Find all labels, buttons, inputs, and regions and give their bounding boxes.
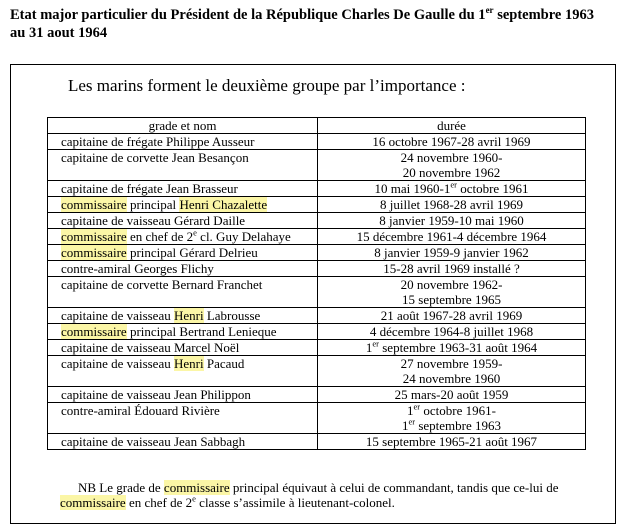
cell-grade-nom [48, 324, 318, 340]
heading-line1-text: Etat major particulier du Président de la République Charles De Gaulle du 1 [10, 7, 486, 23]
highlighted-word: Henri [173, 356, 204, 371]
cell-grade-nom [48, 387, 318, 403]
cell-grade-nom [48, 403, 318, 434]
date-text: 1 [365, 340, 373, 355]
table-row [48, 403, 586, 434]
cell-grade-nom [48, 245, 318, 261]
table-header-row [48, 118, 586, 134]
nb-text: classe s’assimile à lieutenant-colonel. [195, 495, 395, 510]
date-text: 15 décembre 1961-4 décembre 1964 [356, 229, 547, 244]
heading-line1-end: septembre 1963 [493, 7, 594, 23]
column-header-duree: durée [318, 118, 586, 134]
date-text: 21 août 1967-28 avril 1969 [380, 308, 523, 323]
cell-grade-nom [48, 356, 318, 387]
cell-grade-nom [48, 261, 318, 277]
cell-grade-nom [48, 134, 318, 150]
highlighted-word: commissaire [60, 495, 126, 510]
cell-duree [318, 277, 586, 308]
cell-duree [318, 181, 586, 197]
date-text: septembre 1963 [415, 418, 502, 433]
name-text: capitaine de frégate Philippe Ausseur [61, 134, 255, 149]
date-text: 15-28 avril 1969 installé ? [383, 261, 520, 276]
cell-duree [318, 340, 586, 356]
table-row [48, 197, 586, 213]
cell-duree [318, 197, 586, 213]
highlighted-word: commissaire [61, 324, 127, 339]
cell-duree [318, 434, 586, 450]
highlighted-word: commissaire [61, 197, 127, 212]
name-text: capitaine de corvette Jean Besançon [61, 150, 249, 165]
highlighted-word: commissaire [61, 245, 127, 260]
name-text: principal Bertrand Lenieque [126, 324, 277, 339]
date-superscript: er [413, 401, 421, 412]
table-row [48, 245, 586, 261]
date-text: 25 mars-20 août 1959 [394, 387, 509, 402]
date-text: 1 [401, 418, 409, 433]
cell-grade-nom [48, 340, 318, 356]
table-row [48, 277, 586, 308]
cell-grade-nom [48, 197, 318, 213]
nb-text: NB Le grade de [78, 480, 164, 495]
date-superscript: er [408, 416, 416, 427]
date-text: 20 novembre 1962- [400, 277, 503, 292]
date-text: 4 décembre 1964-8 juillet 1968 [369, 324, 534, 339]
cell-duree [318, 387, 586, 403]
name-text: capitaine de corvette Bernard Franchet [61, 277, 263, 292]
name-text: en chef de 2 [126, 229, 194, 244]
table-row [48, 150, 586, 181]
date-text: 24 novembre 1960 [402, 371, 501, 386]
name-text: capitaine de frégate Jean Brasseur [61, 181, 238, 196]
heading-superscript: er [485, 5, 494, 16]
name-text: capitaine de vaisseau Gérard Daille [61, 213, 246, 228]
name-text: capitaine de vaisseau Marcel Noël [61, 340, 240, 355]
date-text: 24 novembre 1960- [400, 150, 503, 165]
cell-grade-nom [48, 308, 318, 324]
table-row [48, 134, 586, 150]
cell-grade-nom [48, 181, 318, 197]
cell-duree [318, 356, 586, 387]
date-text: octobre 1961 [456, 181, 529, 196]
name-text: cl. Guy Delahaye [196, 229, 291, 244]
name-text: principal Gérard Delrieu [126, 245, 258, 260]
document-heading [10, 6, 620, 42]
cell-duree [318, 403, 586, 434]
date-superscript: er [450, 179, 457, 190]
highlighted-word: Chazalette [212, 197, 268, 212]
nb-text: en chef de 2 [125, 495, 193, 510]
name-text: Pacaud [203, 356, 245, 371]
name-text: capitaine de vaisseau [61, 356, 174, 371]
column-header-grade: grade et nom [48, 118, 318, 134]
table-row [48, 308, 586, 324]
date-text: 8 janvier 1959-9 janvier 1962 [374, 245, 529, 260]
cell-duree [318, 150, 586, 181]
cell-duree [318, 324, 586, 340]
highlighted-word: Henri [173, 308, 204, 323]
table-row [48, 213, 586, 229]
date-superscript: er [372, 338, 379, 349]
cell-duree [318, 134, 586, 150]
cell-duree [318, 245, 586, 261]
date-text: octobre 1961- [420, 403, 496, 418]
table-row [48, 261, 586, 277]
name-text: capitaine de vaisseau Jean Philippon [61, 387, 251, 402]
table-row [48, 229, 586, 245]
date-text: 10 mai 1960-1 [374, 181, 451, 196]
cell-grade-nom [48, 434, 318, 450]
name-superscript: e [193, 227, 197, 238]
date-text: 8 juillet 1968-28 avril 1969 [380, 197, 523, 212]
table-row [48, 434, 586, 450]
cell-duree [318, 308, 586, 324]
cell-grade-nom [48, 150, 318, 181]
cell-duree [318, 229, 586, 245]
date-text: 15 septembre 1965-21 août 1967 [365, 434, 538, 449]
nota-bene [60, 480, 580, 510]
sailors-table [47, 117, 586, 450]
table-row [48, 324, 586, 340]
date-text: 15 septembre 1965 [402, 292, 501, 307]
date-text: 16 octobre 1967-28 avril 1969 [372, 134, 531, 149]
table-row [48, 387, 586, 403]
name-text: Labrousse [203, 308, 261, 323]
date-text: 1 [407, 403, 414, 418]
nb-superscript: e [192, 493, 196, 504]
highlighted-word: commissaire [61, 229, 127, 244]
date-text: septembre 1963-31 août 1964 [378, 340, 538, 355]
name-text: contre-amiral Georges Flichy [61, 261, 214, 276]
table-row [48, 356, 586, 387]
cell-duree [318, 261, 586, 277]
cell-grade-nom [48, 229, 318, 245]
cell-grade-nom [48, 277, 318, 308]
cell-grade-nom [48, 213, 318, 229]
highlighted-word: Henri [179, 197, 210, 212]
intro-sentence: Les marins forment le deuxième groupe par l’importance : [68, 76, 466, 95]
name-text: principal [126, 197, 180, 212]
date-text: 8 janvier 1959-10 mai 1960 [379, 213, 524, 228]
name-text: capitaine de vaisseau Jean Sabbagh [61, 434, 246, 449]
date-text: 27 novembre 1959- [400, 356, 503, 371]
table-row [48, 181, 586, 197]
date-text: 20 novembre 1962 [402, 165, 501, 180]
name-text: contre-amiral Édouard Rivière [61, 403, 220, 418]
nb-text: principal équivaut à celui de commandant, tandis que ce-lui de [229, 480, 559, 495]
table-row [48, 340, 586, 356]
name-text: capitaine de vaisseau [61, 308, 174, 323]
cell-duree [318, 213, 586, 229]
heading-line2-text: au 31 aout 1964 [10, 25, 108, 41]
highlighted-word: commissaire [163, 480, 230, 495]
